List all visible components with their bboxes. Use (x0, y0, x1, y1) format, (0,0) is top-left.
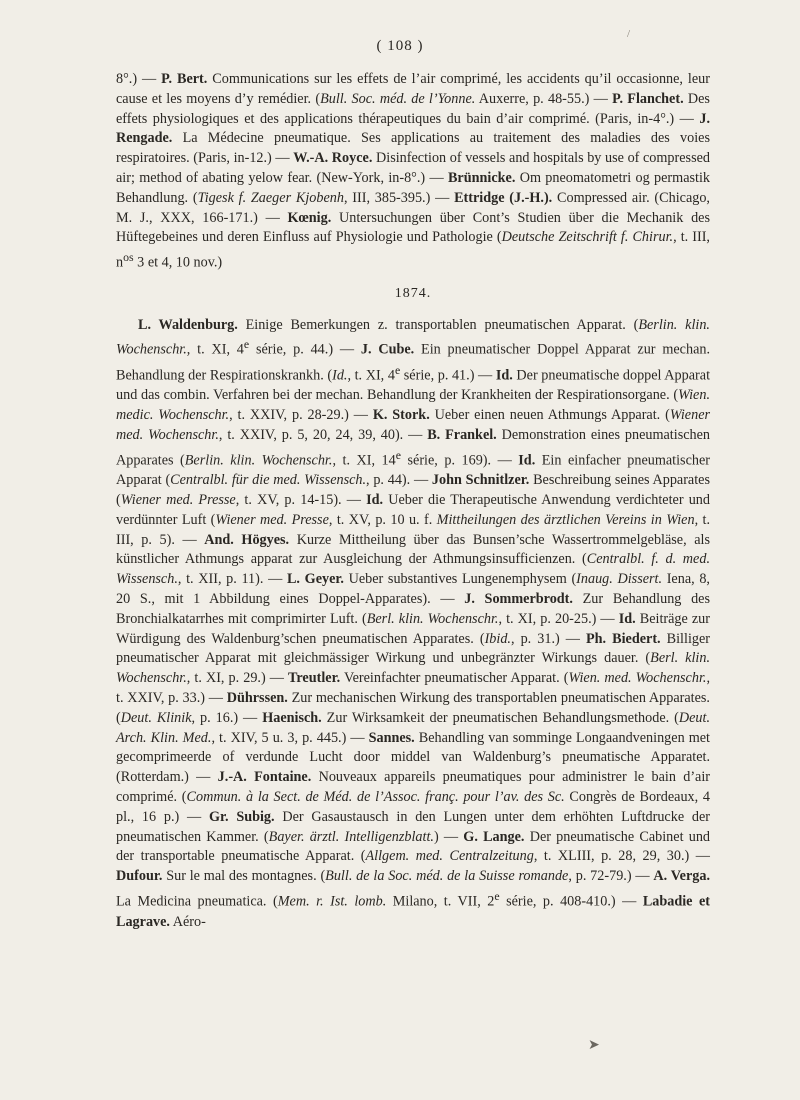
year-heading: 1874. (394, 285, 432, 301)
page-number: ( 108 ) (376, 38, 424, 54)
page-artifact: ➤ (588, 1038, 600, 1053)
margin-mark: / (627, 28, 631, 40)
paragraph-continuation: 8°.) — P. Bert. Communications sur les effets de l’air comprimé, les accidents qu’il occasionne, leur cause et les moyens d’y remédier. (Bull. Soc. méd. de l’Yonne. Auxerre, p. 48-55.) — P. Flanchet. Des effets physiologiques et des applications thérapeutiques du bain d’air comprimé. (Paris, in-4°.) — J. Rengade. La Médecine pneumatique. Ses applications au traitement des maladies des voies respiratoires. (Paris, in-12.) — W.-A. Royce. Disinfection of vessels and hospitals by use of compressed air; method of abating yelow fear. (New-York, in-8°.) — Brünnicke. Om pneomatometri og permastik Behandlung. (Tigesk f. Zaeger Kjobenh, III, 385-395.) — Ettridge (J.-H.). Compressed air. (Chicago, M. J., XXX, 166-171.) — Kœnig. Untersuchungen über Cont’s Studien über die Mechanik des Hüftegebeines und deren Einfluss auf Physiologie und Pathologie (Deutsche Zeitschrift f. Chirur., t. III, $n^{os}$ 3 et 4, 10 nov.) (116, 71, 710, 271)
bibliography-body (116, 70, 710, 932)
paragraph-1874: L. Waldenburg. Einige Bemerkungen z. transportablen pneumatischen Apparat. (Berlin. klin. Wochenschr., t. XI, 4e série, p. 44.) — J. Cube. Ein pneumatischer Doppel Apparat zur mechan. Behandlung der Respirationskrankh. (Id., t. XI, 4e série, p. 41.) — Id. Der pneumatische doppel Apparat und das combin. Verfahren bei der mechan. Behandlung der Krankheiten der Respirationsorgane. (Wien. medic. Wochenschr., t. XXIV, p. 28-29.) — K. Stork. Ueber einen neuen Athmungs Apparat. (Wiener med. Wochenschr., t. XXIV, p. 5, 20, 24, 39, 40). — B. Frankel. Demonstration eines pneumatischen Apparates (Berlin. klin. Wochenschr., t. XI, 14e série, p. 169). — Id. Ein einfacher pneumatischer Apparat (Centralbl. für die med. Wissensch., p. 44). — John Schnitlzer. Beschreibung seines Apparates (Wiener med. Presse, t. XV, p. 14-15). — Id. Ueber die Therapeutische Anwendung verdichteter und verdünnter Luft (Wiener med. Presse, t. XV, p. 10 u. f. Mittheilungen des ärztlichen Vereins in Wien, t. III, p. 5). — And. Högyes. Kurze Mittheilung über das Bunsen’sche Wassertrommelgebläse, als künstlicher Athmungs apparat zur Ausgleichung der Athmungsinsufficienzen. (Centralbl. f. d. med. Wissensch., t. XII, p. 11). — L. Geyer. Ueber substantives Lungenemphysem (Inaug. Dissert. Iena, 8, 20 S., mit 1 Abbildung eines Doppel-Apparates). — J. Sommerbrodt. Zur Behandlung des Bronchialkatarrhes mit comprimirter Luft. (Berl. klin. Wochenschr., t. XI, p. 20-25.) — Id. Beiträge zur Würdigung des Waldenburg’schen pneumatischen Apparates. (Ibid., p. 31.) — Ph. Biedert. Billiger pneumatischer Apparat mit gleichmässiger Wirkung und unbegränzter Wirkungs dauer. (Berl. klin. Wochenschr., t. XI, p. 29.) — Treutler. Vereinfachter pneumatischer Apparat. (Wien. med. Wochenschr., t. XXIV, p. 33.) — Dührssen. Zur mechanischen Wirkung des transportablen pneumatischen Apparates. (Deut. Klinik, p. 16.) — Haenisch. Zur Wirksamkeit der pneumatischen Behandlungsmethode. (Deut. Arch. Klin. Med., t. XIV, 5 u. 3, p. 445.) — Sannes. Behandling van somminge Longaandveningen met gecomprimeerde of verdunde Lucht door middel van Waldenburg’s pneumatische Apparatet. (Rotterdam.) — J.-A. Fontaine. Nouveaux appareils pneumatiques pour administrer le bain d’air comprimé. (Commun. à la Sect. de Méd. de l’Assoc. franç. pour l’av. des Sc. Congrès de Bordeaux, 4 pl., 16 p.) — Gr. Subig. Der Gasaustausch in den Lungen unter dem erhöhten Luftdrucke der pneumatischen Kammer. (Bayer. ärztl. Intelligenzblatt.) — G. Lange. Der pneumatische Cabinet und der transportable pneumatische Apparat. (Allgem. med. Centralzeitung, t. XLIII, p. 28, 29, 30.) — Dufour. Sur le mal des montagnes. (Bull. de la Soc. méd. de la Suisse romande, p. 72-79.) — A. Verga. La Medicina pneumatica. (Mem. r. Ist. lomb. Milano, t. VII, 2e série, p. 408-410.) — Labadie et Lagrave. Aéro- (116, 316, 711, 930)
